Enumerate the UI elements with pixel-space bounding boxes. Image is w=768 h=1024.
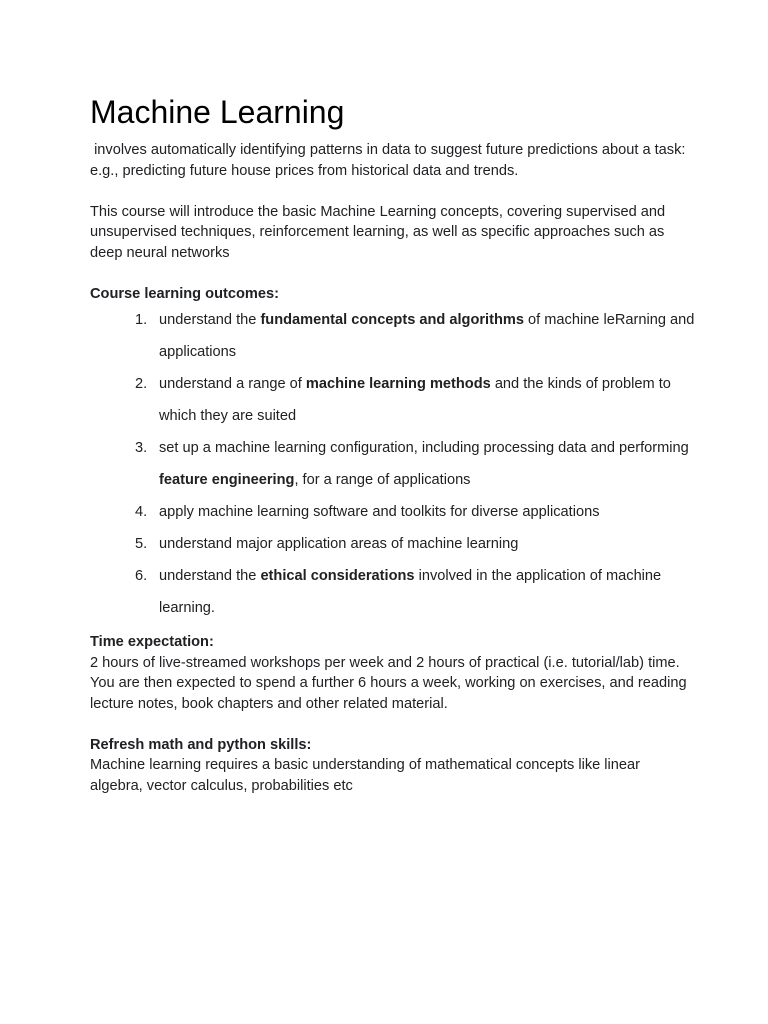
outcome-text: understand a range of bbox=[159, 376, 306, 392]
list-number: 6. bbox=[135, 568, 148, 584]
outcomes-list bbox=[90, 304, 695, 624]
list-number: 1. bbox=[135, 312, 148, 328]
outcome-bold: ethical considerations bbox=[260, 568, 415, 584]
list-number: 3. bbox=[135, 440, 148, 456]
spacer bbox=[90, 714, 690, 735]
spacer bbox=[90, 181, 690, 202]
outcome-text: understand major application areas of machine learning bbox=[159, 536, 519, 552]
refresh-text: Machine learning requires a basic understanding of mathematical concepts like linear algebra, vector calculus, probabilities etc bbox=[90, 757, 645, 794]
outcome-bold: feature engineering bbox=[159, 472, 295, 488]
list-item bbox=[90, 304, 699, 368]
outcome-bold: fundamental concepts and algorithms bbox=[260, 312, 524, 328]
list-item bbox=[90, 528, 699, 560]
time-heading: Time expectation: bbox=[90, 634, 214, 650]
course-description: This course will introduce the basic Machine Learning concepts, covering supervised and unsupervised techniques, reinforcement learning, as well as specific approaches such as deep neural networks bbox=[90, 203, 670, 261]
outcome-text-end: , for a range of applications bbox=[294, 472, 471, 488]
time-text: 2 hours of live-streamed workshops per week and 2 hours of practical (i.e. tutorial/lab) time. You are then expected to spend a further 6 hours a week, working on exercises, and reading lecture notes, book chapters and other related material. bbox=[90, 654, 691, 712]
outcome-text: understand the bbox=[159, 312, 261, 328]
list-item bbox=[90, 496, 699, 528]
outcome-text: understand the bbox=[159, 568, 261, 584]
document-title: Machine Learning bbox=[90, 94, 345, 130]
outcomes-heading: Course learning outcomes: bbox=[90, 285, 279, 302]
list-number: 4. bbox=[135, 504, 148, 520]
list-item bbox=[90, 432, 699, 496]
outcome-bold: machine learning methods bbox=[305, 376, 491, 392]
spacer bbox=[90, 624, 690, 632]
refresh-heading: Refresh math and python skills: bbox=[90, 736, 312, 753]
intro-paragraph: involves automatically identifying patterns in data to suggest future predictions about a task: e.g., predicting future house prices from historical data and trends. bbox=[90, 142, 690, 179]
outcome-text-end: of machine leRarning and applications bbox=[159, 312, 695, 360]
outcome-text-end: involved in the application of machine learning. bbox=[159, 568, 662, 616]
list-number: 2. bbox=[135, 376, 148, 392]
outcome-text: apply machine learning software and toolkits for diverse applications bbox=[159, 504, 600, 520]
spacer bbox=[90, 263, 690, 284]
list-number: 5. bbox=[135, 536, 148, 552]
document-page bbox=[90, 92, 695, 796]
outcome-text: set up a machine learning configuration, including processing data and performing bbox=[159, 440, 689, 456]
outcome-text-end: and the kinds of problem to which they are suited bbox=[159, 376, 671, 424]
list-item bbox=[90, 368, 699, 432]
list-item bbox=[90, 560, 699, 624]
